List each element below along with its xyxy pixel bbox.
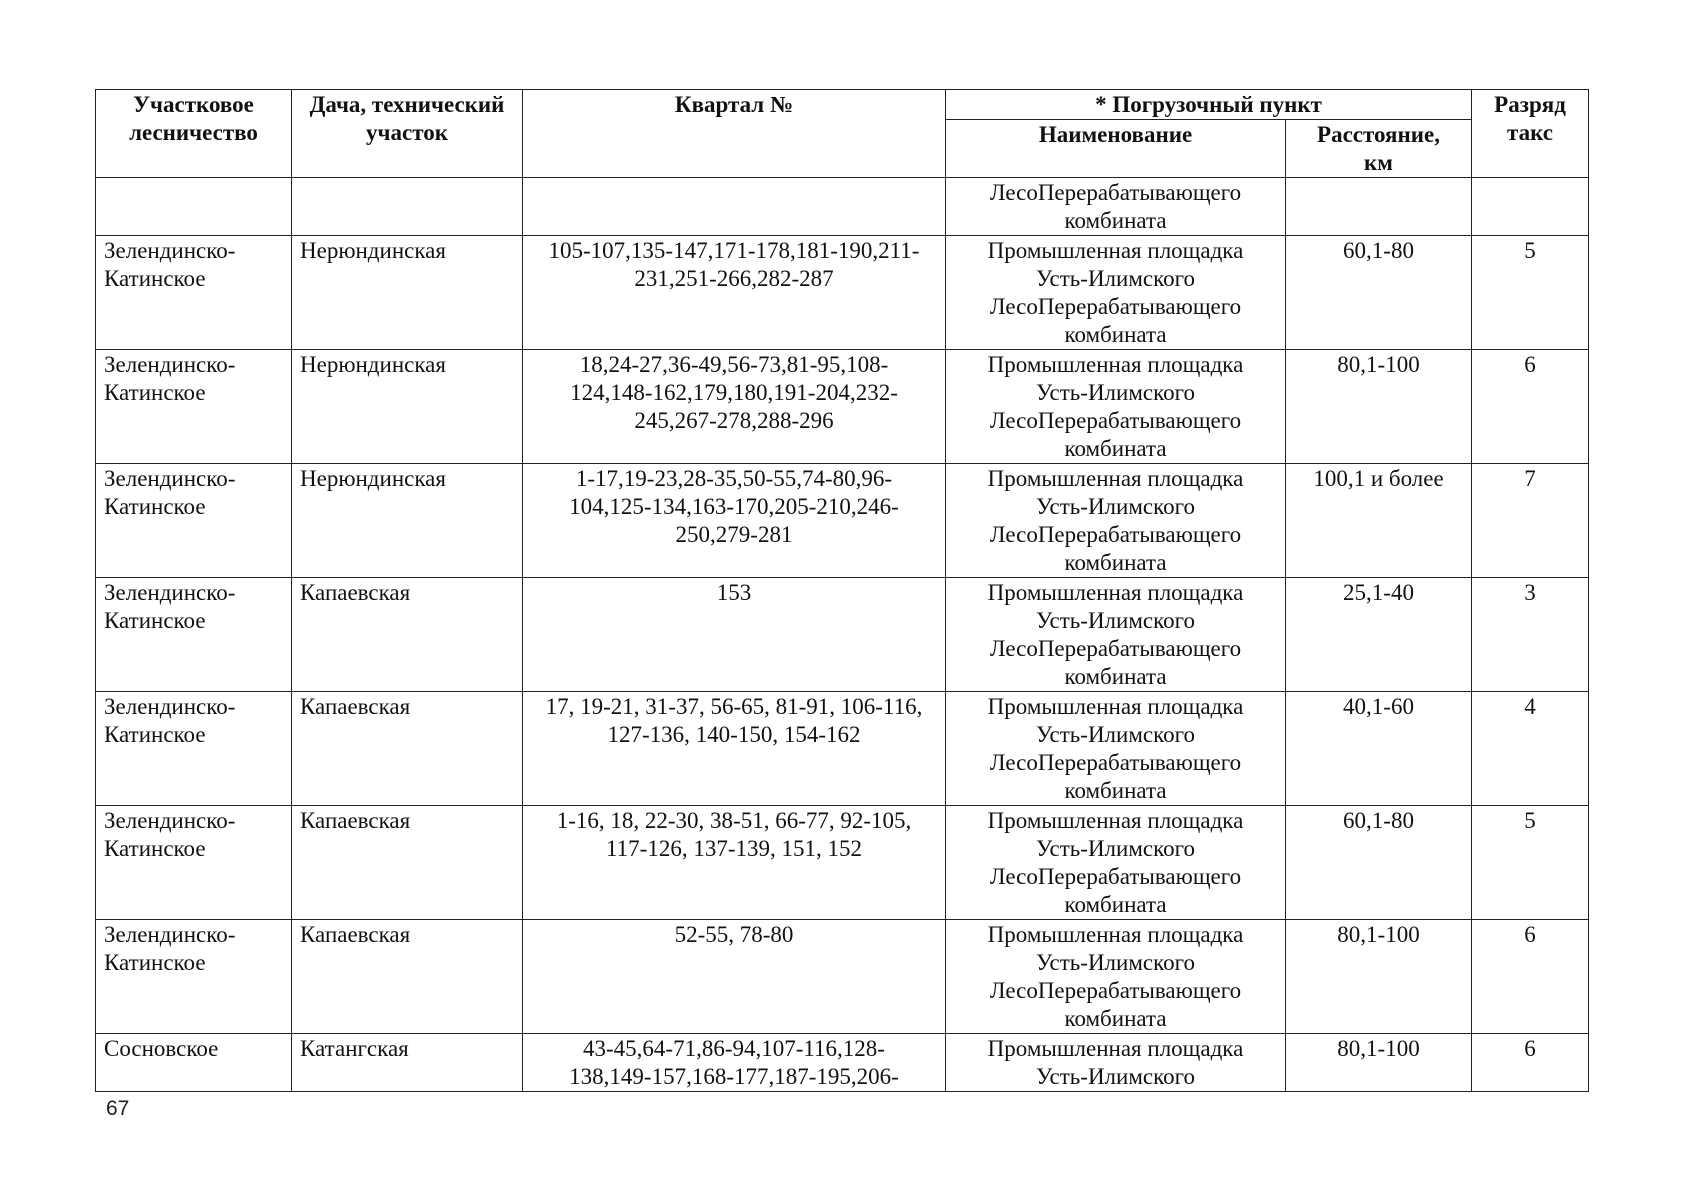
header-loading-distance: Расстояние, км [1286,120,1472,178]
cell-distance [1286,178,1472,236]
table-body [96,178,1589,1092]
cell-loading-name: Промышленная площадка Усть-Илимского [946,1034,1286,1092]
page-number: 67 [106,1097,130,1120]
table-row [96,464,1589,578]
header-tax-category: Разряд такс [1472,90,1589,178]
table-row [96,236,1589,350]
table-row [96,178,1589,236]
cell-dacha: Нерюндинская [292,350,523,464]
table-row [96,806,1589,920]
header-loading-point: * Погрузочный пункт [946,90,1472,120]
cell-loading-name: Промышленная площадка Усть-Илимского ЛесоПерерабатывающего комбината [946,236,1286,350]
header-loading-name: Наименование [946,120,1286,178]
cell-loading-name: Промышленная площадка Усть-Илимского ЛесоПерерабатывающего комбината [946,350,1286,464]
cell-quarters: 1-17,19-23,28-35,50-55,74-80,96- 104,125-134,163-170,205-210,246- 250,279-281 [523,464,946,578]
cell-distance: 60,1-80 [1286,806,1472,920]
cell-district: Зелендинско- Катинское [96,920,292,1034]
cell-dacha: Катангская [292,1034,523,1092]
cell-category: 6 [1472,1034,1589,1092]
cell-distance: 60,1-80 [1286,236,1472,350]
cell-dacha: Капаевская [292,806,523,920]
cell-dacha: Капаевская [292,920,523,1034]
header-quarter: Квартал № [523,90,946,178]
cell-district: Сосновское [96,1034,292,1092]
cell-district: Зелендинско- Катинское [96,692,292,806]
cell-quarters: 1-16, 18, 22-30, 38-51, 66-77, 92-105, 117-126, 137-139, 151, 152 [523,806,946,920]
cell-dacha: Нерюндинская [292,464,523,578]
table-row [96,1034,1589,1092]
cell-dacha: Капаевская [292,692,523,806]
forestry-table [95,89,1589,1092]
table-row [96,350,1589,464]
cell-loading-name: Промышленная площадка Усть-Илимского ЛесоПерерабатывающего комбината [946,806,1286,920]
cell-distance: 25,1-40 [1286,578,1472,692]
cell-category: 4 [1472,692,1589,806]
cell-loading-name: Промышленная площадка Усть-Илимского ЛесоПерерабатывающего комбината [946,464,1286,578]
cell-district: Зелендинско- Катинское [96,464,292,578]
cell-loading-name: Промышленная площадка Усть-Илимского ЛесоПерерабатывающего комбината [946,920,1286,1034]
cell-district: Зелендинско- Катинское [96,236,292,350]
cell-distance: 80,1-100 [1286,920,1472,1034]
cell-district: Зелендинско- Катинское [96,578,292,692]
cell-category: 5 [1472,236,1589,350]
cell-quarters: 17, 19-21, 31-37, 56-65, 81-91, 106-116, 127-136, 140-150, 154-162 [523,692,946,806]
cell-quarters [523,178,946,236]
cell-distance: 100,1 и более [1286,464,1472,578]
cell-category: 7 [1472,464,1589,578]
cell-loading-name: ЛесоПерерабатывающего комбината [946,178,1286,236]
cell-loading-name: Промышленная площадка Усть-Илимского ЛесоПерерабатывающего комбината [946,692,1286,806]
cell-distance: 80,1-100 [1286,350,1472,464]
header-dacha: Дача, технический участок [292,90,523,178]
header-forestry-district: Участковое лесничество [96,90,292,178]
cell-district [96,178,292,236]
cell-quarters: 43-45,64-71,86-94,107-116,128- 138,149-157,168-177,187-195,206- [523,1034,946,1092]
table-row [96,692,1589,806]
table-row [96,920,1589,1034]
cell-quarters: 52-55, 78-80 [523,920,946,1034]
cell-category [1472,178,1589,236]
cell-category: 6 [1472,350,1589,464]
cell-quarters: 105-107,135-147,171-178,181-190,211- 231,251-266,282-287 [523,236,946,350]
cell-dacha [292,178,523,236]
cell-category: 3 [1472,578,1589,692]
table-header [96,90,1589,178]
table-row [96,578,1589,692]
cell-category: 6 [1472,920,1589,1034]
cell-loading-name: Промышленная площадка Усть-Илимского ЛесоПерерабатывающего комбината [946,578,1286,692]
cell-district: Зелендинско- Катинское [96,806,292,920]
cell-quarters: 153 [523,578,946,692]
cell-distance: 40,1-60 [1286,692,1472,806]
cell-distance: 80,1-100 [1286,1034,1472,1092]
cell-district: Зелендинско- Катинское [96,350,292,464]
cell-category: 5 [1472,806,1589,920]
cell-quarters: 18,24-27,36-49,56-73,81-95,108- 124,148-162,179,180,191-204,232- 245,267-278,288-296 [523,350,946,464]
cell-dacha: Капаевская [292,578,523,692]
cell-dacha: Нерюндинская [292,236,523,350]
